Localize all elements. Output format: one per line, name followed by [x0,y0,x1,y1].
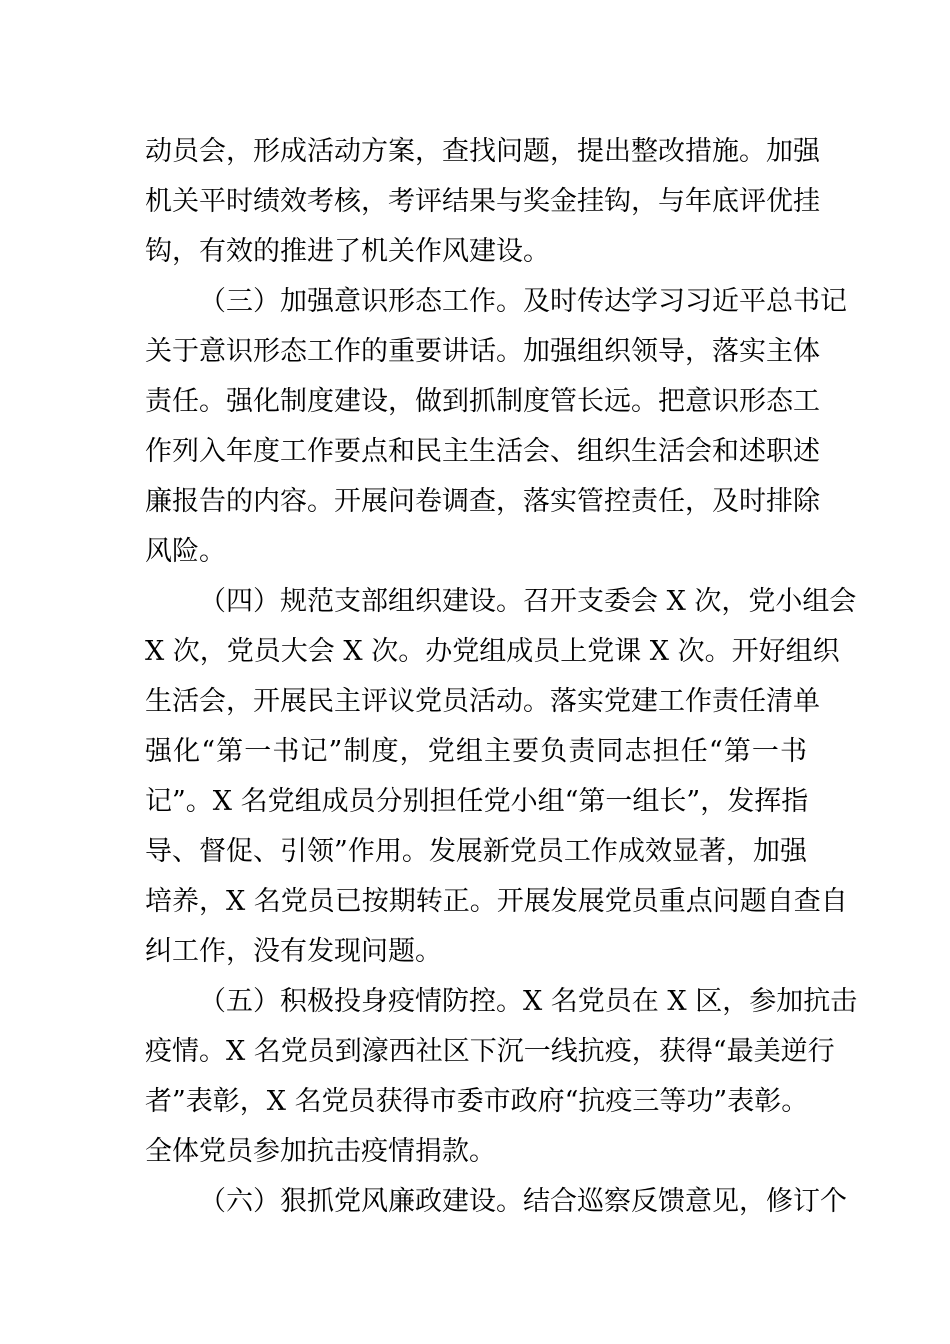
text-line: 强化“第一书记”制度，党组主要负责同志担任“第一书 [145,736,807,767]
text-line: 培养，X 名党员已按期转正。开展发展党员重点问题自查自 [145,886,848,917]
text-line: （五）积极投身疫情防控。X 名党员在 X 区，参加抗击 [199,986,858,1017]
text-line: 纠工作，没有发现问题。 [145,936,442,967]
text-line: 机关平时绩效考核，考评结果与奖金挂钩，与年底评优挂 [145,186,820,217]
text-line: 疫情。X 名党员到濠西社区下沉一线抗疫，获得“最美逆行 [145,1036,835,1067]
text-line: 关于意识形态工作的重要讲话。加强组织领导，落实主体 [145,336,820,367]
paragraph-ideology-work [145,277,847,577]
text-line: 风险。 [145,536,226,567]
text-line: 者”表彰，X 名党员获得市委市政府“抗疫三等功”表彰。 [145,1086,809,1117]
text-line: 导、督促、引领”作用。发展新党员工作成效显著，加强 [145,836,807,867]
text-line: 钩，有效的推进了机关作风建设。 [145,236,550,267]
text-line: X 次，党员大会 X 次。办党组成员上党课 X 次。开好组织 [145,636,840,667]
text-line: （四）规范支部组织建设。召开支委会 X 次，党小组会 [199,586,857,617]
text-line: 动员会，形成活动方案，查找问题，提出整改措施。加强 [145,136,820,167]
paragraph-work-style-continuation [145,127,820,277]
paragraph-integrity-building [145,1177,847,1227]
paragraph-branch-organization [145,577,857,977]
text-line: 全体党员参加抗击疫情捐款。 [145,1136,496,1167]
document-body [145,127,858,1227]
text-line: 生活会，开展民主评议党员活动。落实党建工作责任清单 [145,686,820,717]
text-line: 廉报告的内容。开展问卷调查，落实管控责任，及时排除 [145,486,820,517]
paragraph-epidemic-control [145,977,858,1177]
text-line: （三）加强意识形态工作。及时传达学习习近平总书记 [199,286,847,317]
text-line: 记”。X 名党组成员分别担任党小组“第一组长”，发挥指 [145,786,809,817]
text-line: （六）狠抓党风廉政建设。结合巡察反馈意见，修订个 [199,1186,847,1217]
text-line: 责任。强化制度建设，做到抓制度管长远。把意识形态工 [145,386,820,417]
text-line: 作列入年度工作要点和民主生活会、组织生活会和述职述 [145,436,820,467]
